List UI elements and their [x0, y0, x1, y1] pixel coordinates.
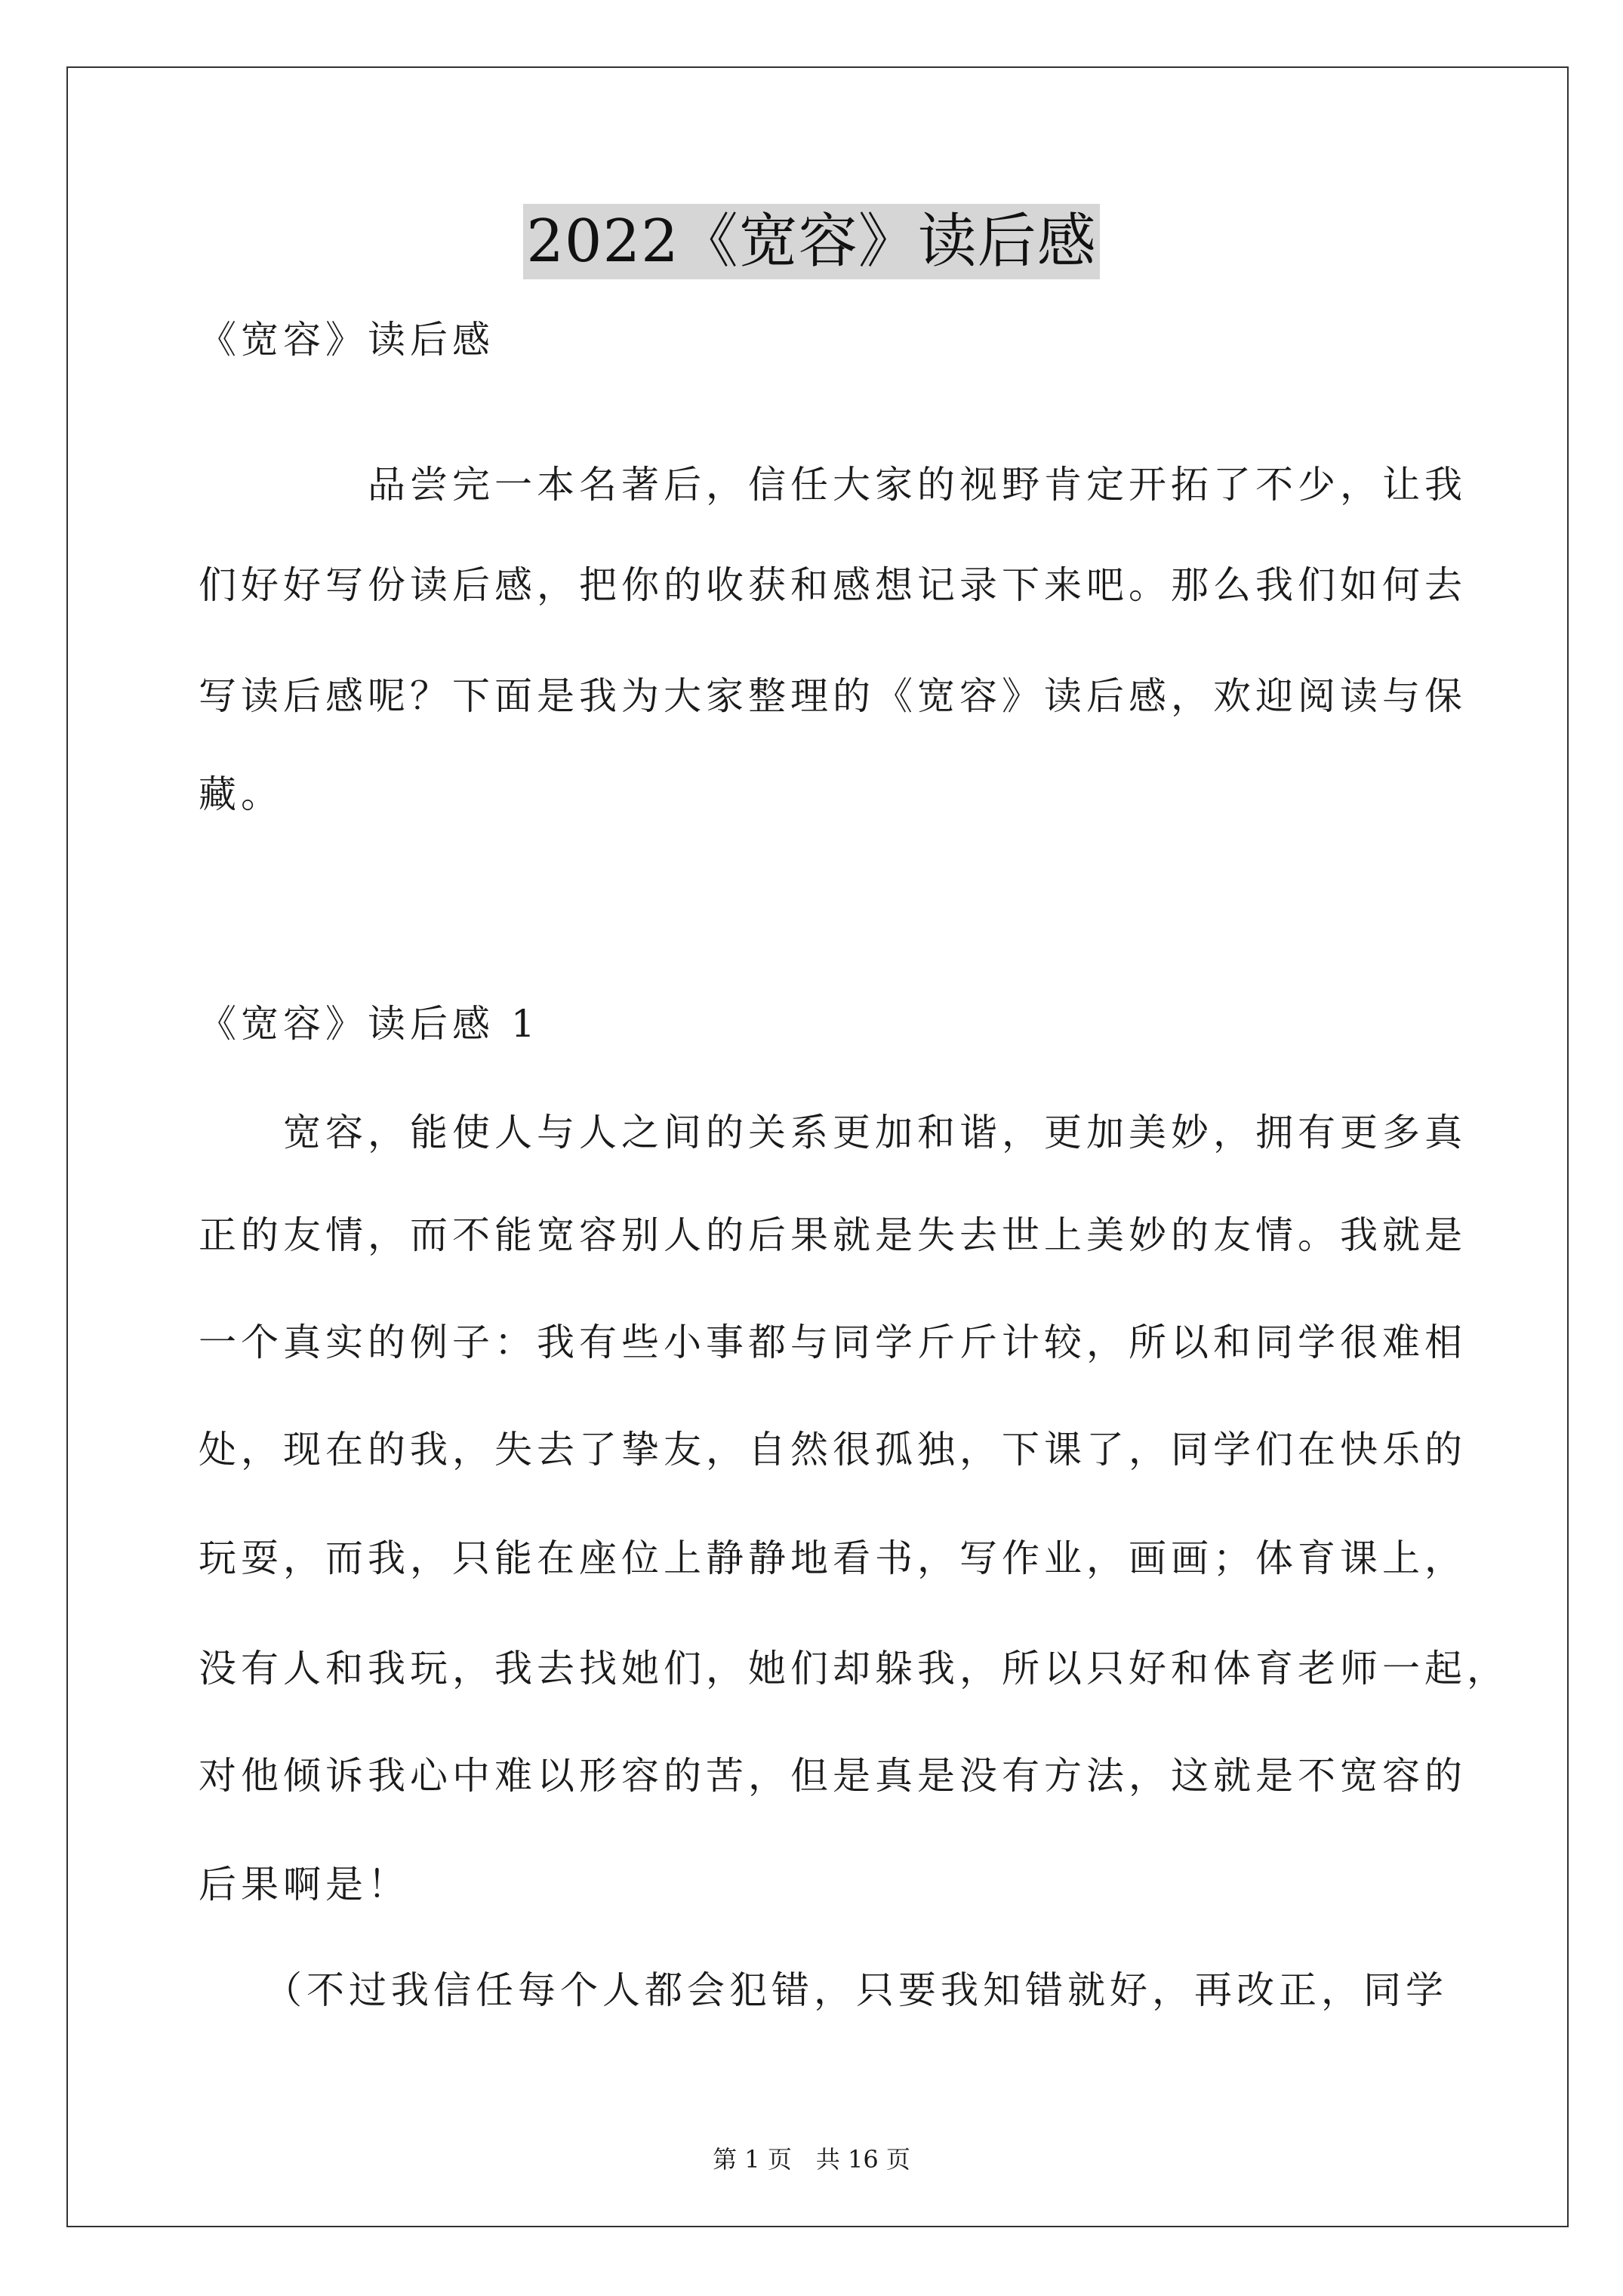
paragraph-line: 们好好写份读后感，把你的收获和感想记录下来吧。那么我们如何去 [199, 563, 1467, 607]
title-container [0, 204, 1623, 279]
paragraph-line: 宽容，能使人与人之间的关系更加和谐，更加美妙，拥有更多真 [199, 1111, 1467, 1154]
paragraph-line: 写读后感呢？下面是我为大家整理的《宽容》读后感，欢迎阅读与保 [199, 674, 1467, 718]
paragraph-line: 对他倾诉我心中难以形容的苦，但是真是没有方法，这就是不宽容的 [199, 1754, 1467, 1798]
paragraph-line: 处，现在的我，失去了挚友，自然很孤独，下课了，同学们在快乐的 [199, 1428, 1467, 1472]
section-heading: 《宽容》读后感 [199, 318, 494, 362]
paragraph-line: 正的友情，而不能宽容别人的后果就是失去世上美妙的友情。我就是 [199, 1213, 1467, 1257]
paragraph-line: 品尝完一本名著后，信任大家的视野肯定开拓了不少，让我 [199, 463, 1467, 507]
paragraph-line: 藏。 [199, 772, 283, 816]
paragraph-line: 后果啊是！ [199, 1863, 410, 1906]
paragraph-line: 没有人和我玩，我去找她们，她们却躲我，所以只好和体育老师一起， [199, 1647, 1509, 1690]
page-number-footer: 第 1 页 共 16 页 [713, 2145, 910, 2174]
document-title: 2022《宽容》读后感 [523, 204, 1100, 279]
paragraph-line: （不过我信任每个人都会犯错，只要我知错就好，再改正，同学 [199, 1968, 1448, 2012]
section-heading: 《宽容》读后感 1 [199, 1002, 540, 1046]
paragraph-line: 玩耍，而我，只能在座位上静静地看书，写作业，画画；体育课上， [199, 1536, 1467, 1580]
paragraph-line: 一个真实的例子：我有些小事都与同学斤斤计较，所以和同学很难相 [199, 1321, 1467, 1364]
